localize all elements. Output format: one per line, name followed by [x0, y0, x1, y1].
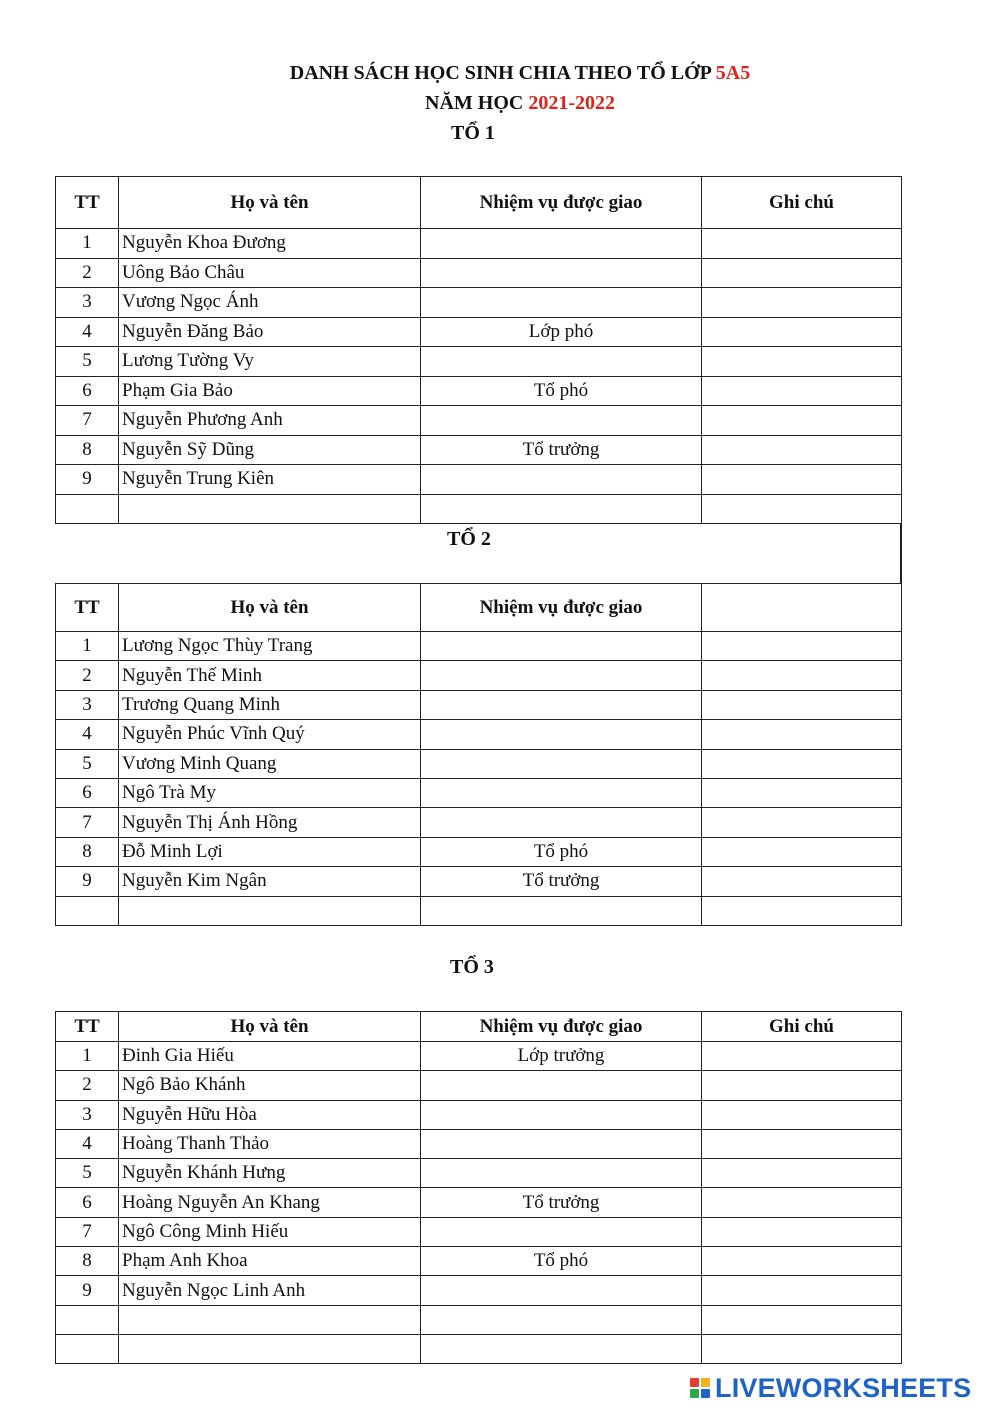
note-cell	[702, 376, 902, 406]
assigned-task: Tổ trưởng	[421, 435, 702, 465]
note-cell	[702, 867, 902, 896]
note-cell	[702, 720, 902, 749]
table-row	[56, 1188, 902, 1217]
assigned-task	[421, 632, 702, 661]
table-row	[56, 896, 902, 925]
student-name: Nguyễn Trung Kiên	[119, 465, 421, 495]
group-3-title: TỔ 3	[450, 956, 494, 978]
student-name: Nguyễn Hữu Hòa	[119, 1100, 421, 1129]
student-name	[119, 1305, 421, 1334]
row-number: 8	[56, 837, 119, 866]
note-cell	[702, 1042, 902, 1071]
note-cell	[702, 435, 902, 465]
class-name: 5A5	[715, 62, 751, 84]
assigned-task: Tổ phó	[421, 1247, 702, 1276]
note-cell	[702, 1217, 902, 1246]
assigned-task	[421, 749, 702, 778]
student-name: Nguyễn Sỹ Dũng	[119, 435, 421, 465]
school-year-line	[0, 92, 999, 115]
note-cell	[702, 749, 902, 778]
student-name: Nguyễn Thế Minh	[119, 661, 421, 690]
assigned-task: Lớp trưởng	[421, 1042, 702, 1071]
table-row	[56, 229, 902, 259]
student-name: Vương Minh Quang	[119, 749, 421, 778]
student-name	[119, 1334, 421, 1363]
assigned-task	[421, 1071, 702, 1100]
group-1-table	[55, 176, 902, 524]
row-number: 3	[56, 690, 119, 719]
student-name: Phạm Anh Khoa	[119, 1247, 421, 1276]
assigned-task	[421, 1129, 702, 1158]
logo-square-green	[690, 1389, 699, 1398]
col-header-task: Nhiệm vụ được giao	[421, 584, 702, 632]
assigned-task	[421, 229, 702, 259]
col-header-note-empty	[702, 584, 902, 632]
group-1-body	[56, 229, 902, 524]
group-2-title: TỔ 2	[447, 528, 491, 550]
table-row	[56, 1334, 902, 1363]
note-cell	[702, 1334, 902, 1363]
note-cell	[702, 1071, 902, 1100]
table-row	[56, 837, 902, 866]
row-number: 3	[56, 1100, 119, 1129]
row-number: 2	[56, 258, 119, 288]
table-row	[56, 867, 902, 896]
table-row	[56, 1247, 902, 1276]
row-number: 6	[56, 376, 119, 406]
row-number: 8	[56, 435, 119, 465]
table-row	[56, 317, 902, 347]
table-row	[56, 690, 902, 719]
student-name: Trương Quang Minh	[119, 690, 421, 719]
row-number: 5	[56, 347, 119, 377]
row-number: 7	[56, 1217, 119, 1246]
row-number: 9	[56, 867, 119, 896]
assigned-task	[421, 1217, 702, 1246]
table-row	[56, 1305, 902, 1334]
row-number: 3	[56, 288, 119, 318]
col-header-task: Nhiệm vụ được giao	[421, 177, 702, 229]
school-year: 2021-2022	[528, 92, 615, 114]
student-name: Hoàng Nguyễn An Khang	[119, 1188, 421, 1217]
table-row	[56, 632, 902, 661]
table-row	[56, 1100, 902, 1129]
row-number: 4	[56, 317, 119, 347]
student-name: Đỗ Minh Lợi	[119, 837, 421, 866]
liveworksheets-logo[interactable]	[690, 1374, 971, 1402]
student-name: Nguyễn Ngọc Linh Anh	[119, 1276, 421, 1305]
table-row	[56, 406, 902, 436]
table-row	[56, 258, 902, 288]
col-header-tt: TT	[56, 177, 119, 229]
col-header-name: Họ và tên	[119, 584, 421, 632]
table-header-row	[56, 177, 902, 229]
student-name: Nguyễn Phúc Vĩnh Quý	[119, 720, 421, 749]
note-cell	[702, 229, 902, 259]
student-name: Lương Tường Vy	[119, 347, 421, 377]
note-cell	[702, 778, 902, 807]
assigned-task: Lớp phó	[421, 317, 702, 347]
row-number: 4	[56, 720, 119, 749]
col-header-note: Ghi chú	[702, 1012, 902, 1042]
student-name: Đinh Gia Hiếu	[119, 1042, 421, 1071]
assigned-task	[421, 1276, 702, 1305]
group-2-body	[56, 632, 902, 926]
row-number	[56, 494, 119, 524]
liveworksheets-logo-icon	[690, 1378, 710, 1398]
table-row	[56, 720, 902, 749]
logo-square-red	[690, 1378, 699, 1387]
title-text: DANH SÁCH HỌC SINH CHIA THEO TỔ LỚP	[289, 62, 716, 84]
note-cell	[702, 1247, 902, 1276]
note-cell	[702, 632, 902, 661]
col-header-name: Họ và tên	[119, 1012, 421, 1042]
table-row	[56, 1042, 902, 1071]
assigned-task	[421, 406, 702, 436]
note-cell	[702, 406, 902, 436]
assigned-task	[421, 720, 702, 749]
note-cell	[702, 1276, 902, 1305]
table-header-row	[56, 1012, 902, 1042]
row-number: 7	[56, 808, 119, 837]
table-row	[56, 465, 902, 495]
row-number: 9	[56, 1276, 119, 1305]
note-cell	[702, 1129, 902, 1158]
note-cell	[702, 1305, 902, 1334]
student-name: Ngô Trà My	[119, 778, 421, 807]
table-row	[56, 778, 902, 807]
assigned-task: Tổ phó	[421, 376, 702, 406]
assigned-task: Tổ trưởng	[421, 867, 702, 896]
student-name: Nguyễn Khánh Hưng	[119, 1159, 421, 1188]
table-row	[56, 1276, 902, 1305]
assigned-task	[421, 1100, 702, 1129]
note-cell	[702, 1188, 902, 1217]
assigned-task	[421, 690, 702, 719]
table-row	[56, 749, 902, 778]
table-row	[56, 1159, 902, 1188]
table-row	[56, 494, 902, 524]
student-name: Uông Bảo Châu	[119, 258, 421, 288]
row-number	[56, 1334, 119, 1363]
logo-square-blue	[701, 1389, 710, 1398]
student-name	[119, 896, 421, 925]
row-number: 1	[56, 632, 119, 661]
note-cell	[702, 1159, 902, 1188]
col-header-task: Nhiệm vụ được giao	[421, 1012, 702, 1042]
assigned-task	[421, 465, 702, 495]
table-row	[56, 347, 902, 377]
student-name: Hoàng Thanh Thảo	[119, 1129, 421, 1158]
assigned-task	[421, 288, 702, 318]
row-number	[56, 896, 119, 925]
table-row	[56, 288, 902, 318]
col-header-tt: TT	[56, 584, 119, 632]
row-number: 1	[56, 1042, 119, 1071]
note-cell	[702, 808, 902, 837]
assigned-task	[421, 808, 702, 837]
table-row	[56, 808, 902, 837]
row-number: 9	[56, 465, 119, 495]
group-3-table	[55, 1011, 902, 1364]
assigned-task: Tổ phó	[421, 837, 702, 866]
note-cell	[702, 661, 902, 690]
student-name: Lương Ngọc Thùy Trang	[119, 632, 421, 661]
table-row	[56, 661, 902, 690]
row-number: 7	[56, 406, 119, 436]
table-row	[56, 1129, 902, 1158]
school-year-label: NĂM HỌC	[425, 92, 529, 114]
assigned-task	[421, 661, 702, 690]
logo-square-yellow	[701, 1378, 710, 1387]
note-cell	[702, 1100, 902, 1129]
note-cell	[702, 494, 902, 524]
assigned-task	[421, 1159, 702, 1188]
row-number: 5	[56, 749, 119, 778]
student-name: Nguyễn Thị Ánh Hồng	[119, 808, 421, 837]
student-name: Nguyễn Kim Ngân	[119, 867, 421, 896]
col-header-name: Họ và tên	[119, 177, 421, 229]
table-row	[56, 435, 902, 465]
table-row	[56, 1071, 902, 1100]
logo-text: LIVEWORKSHEETS	[715, 1372, 972, 1403]
assigned-task	[421, 258, 702, 288]
note-cell	[702, 465, 902, 495]
row-number: 5	[56, 1159, 119, 1188]
row-number: 6	[56, 778, 119, 807]
assigned-task	[421, 494, 702, 524]
student-name: Phạm Gia Bảo	[119, 376, 421, 406]
group-1-title: TỔ 1	[451, 122, 495, 144]
document-title	[0, 62, 999, 85]
note-cell	[702, 258, 902, 288]
col-header-note: Ghi chú	[702, 177, 902, 229]
student-name	[119, 494, 421, 524]
assigned-task	[421, 347, 702, 377]
row-number: 4	[56, 1129, 119, 1158]
row-number: 2	[56, 1071, 119, 1100]
group-2-table	[55, 583, 902, 926]
row-number: 8	[56, 1247, 119, 1276]
assigned-task: Tổ trưởng	[421, 1188, 702, 1217]
student-name: Ngô Công Minh Hiếu	[119, 1217, 421, 1246]
col-header-tt: TT	[56, 1012, 119, 1042]
row-number: 6	[56, 1188, 119, 1217]
student-name: Nguyễn Phương Anh	[119, 406, 421, 436]
group-3-body	[56, 1042, 902, 1364]
note-cell	[702, 896, 902, 925]
student-name: Nguyễn Khoa Đương	[119, 229, 421, 259]
note-cell	[702, 317, 902, 347]
row-number: 2	[56, 661, 119, 690]
table-border-segment	[900, 524, 902, 584]
note-cell	[702, 837, 902, 866]
student-name: Ngô Bảo Khánh	[119, 1071, 421, 1100]
student-name: Vương Ngọc Ánh	[119, 288, 421, 318]
assigned-task	[421, 896, 702, 925]
note-cell	[702, 690, 902, 719]
student-name: Nguyễn Đăng Bảo	[119, 317, 421, 347]
table-row	[56, 376, 902, 406]
row-number: 1	[56, 229, 119, 259]
assigned-task	[421, 1305, 702, 1334]
table-header-row	[56, 584, 902, 632]
note-cell	[702, 288, 902, 318]
row-number	[56, 1305, 119, 1334]
note-cell	[702, 347, 902, 377]
assigned-task	[421, 778, 702, 807]
assigned-task	[421, 1334, 702, 1363]
table-row	[56, 1217, 902, 1246]
